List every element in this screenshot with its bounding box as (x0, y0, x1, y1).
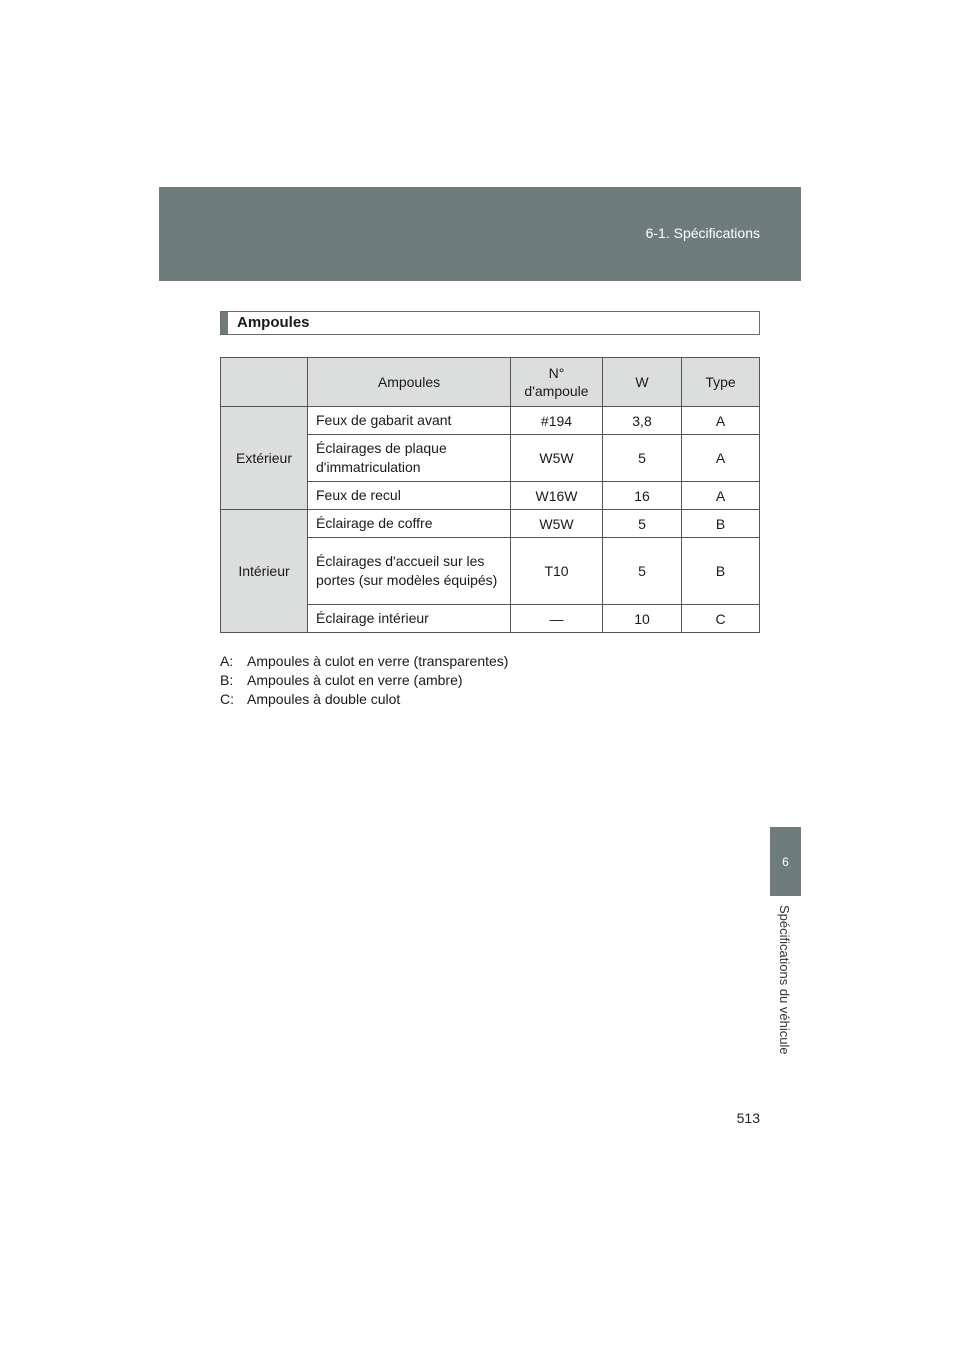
legend-key: B: (220, 672, 234, 688)
bulb-number: W5W (511, 510, 603, 538)
bulb-name: Éclairages d'accueil sur les portes (sur modèles équipés) (308, 538, 511, 605)
group-exterior: Extérieur (221, 407, 308, 510)
bulb-watt: 16 (603, 482, 682, 510)
bulb-type: C (682, 605, 760, 633)
chapter-tab (770, 827, 801, 896)
page-number: 513 (736, 1110, 760, 1126)
bulb-name: Éclairage intérieur (308, 605, 511, 633)
bulb-number: W16W (511, 482, 603, 510)
heading-accent (221, 312, 228, 334)
bulb-watt: 3,8 (603, 407, 682, 435)
bulb-number: T10 (511, 538, 603, 605)
header-cell-watt: W (603, 358, 682, 407)
bulb-type: B (682, 538, 760, 605)
bulb-name: Feux de gabarit avant (308, 407, 511, 435)
bulb-type: A (682, 482, 760, 510)
group-interior: Intérieur (221, 510, 308, 633)
bulb-name: Éclairage de coffre (308, 510, 511, 538)
header-band (159, 187, 801, 281)
bulb-type: A (682, 407, 760, 435)
bulb-table (220, 357, 760, 633)
table-header-row (221, 358, 760, 407)
bulb-watt: 5 (603, 510, 682, 538)
bulb-watt: 5 (603, 435, 682, 482)
bulb-number: W5W (511, 435, 603, 482)
legend-item (220, 671, 508, 690)
legend-text: Ampoules à culot en verre (ambre) (247, 672, 463, 688)
legend-text: Ampoules à culot en verre (transparentes) (247, 653, 509, 669)
header-cell-type: Type (682, 358, 760, 407)
bulb-watt: 5 (603, 538, 682, 605)
heading-text: Ampoules (237, 314, 310, 331)
legend-key: A: (220, 653, 234, 669)
legend-notes (220, 652, 508, 709)
table-row (221, 510, 760, 538)
chapter-number: 6 (782, 855, 789, 869)
bulb-type: A (682, 435, 760, 482)
legend-item (220, 690, 508, 709)
header-cell-number: N° d'ampoule (511, 358, 603, 407)
bulb-name: Feux de recul (308, 482, 511, 510)
section-title: 6-1. Spécifications (645, 225, 760, 241)
legend-text: Ampoules à double culot (247, 691, 401, 707)
legend-item (220, 652, 508, 671)
section-heading (220, 311, 760, 335)
bulb-number: #194 (511, 407, 603, 435)
chapter-label: Spécifications du véhicule (777, 905, 792, 1055)
bulb-name: Éclairages de plaque d'immatriculation (308, 435, 511, 482)
legend-key: C: (220, 691, 234, 707)
header-cell-bulbs: Ampoules (308, 358, 511, 407)
table-row (221, 407, 760, 435)
bulb-type: B (682, 510, 760, 538)
bulb-number: — (511, 605, 603, 633)
header-cell-blank (221, 358, 308, 407)
bulb-watt: 10 (603, 605, 682, 633)
